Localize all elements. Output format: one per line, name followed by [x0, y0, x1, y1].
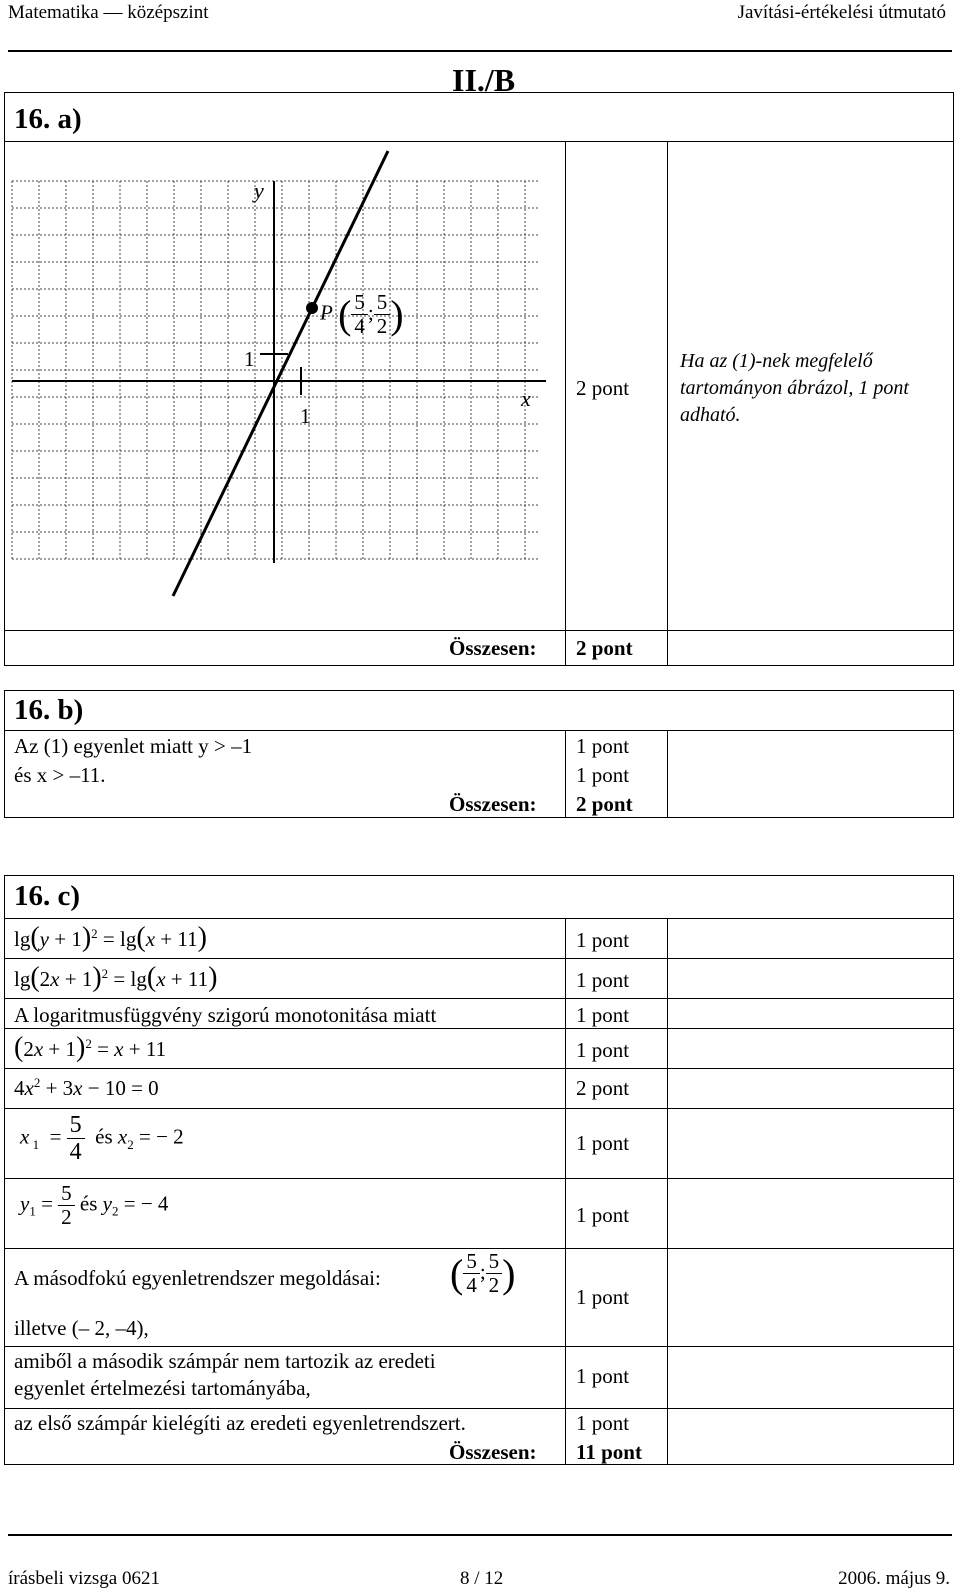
x-tick-label: 1 — [300, 404, 311, 428]
part-b-title-divider — [4, 730, 954, 731]
graph — [4, 141, 564, 630]
pts-row-5: 2 pont — [576, 1076, 630, 1100]
part-c-col-divider-2 — [667, 918, 668, 1465]
text-illetve: illetve (– 2, –4), — [14, 1316, 149, 1340]
row-sep — [4, 1178, 954, 1179]
pts-row-8: 1 pont — [576, 1285, 630, 1309]
row-sep — [4, 1068, 954, 1069]
footer-center: 8 / 12 — [460, 1568, 504, 1589]
pts-row-7: 1 pont — [576, 1203, 630, 1227]
pts-row-10: 1 pont — [576, 1411, 630, 1435]
eq-row-2: $\lg(2x + 1)^2 = \lg(x + 11)$ — [14, 962, 218, 993]
part-b-line2: és x > –11. — [14, 763, 106, 787]
x-axis-label: x — [521, 386, 531, 411]
header-left: Matematika — középszint — [8, 2, 209, 23]
section-title: II./B — [452, 62, 516, 98]
row-sep — [4, 1408, 954, 1409]
y-tick-label: 1 — [244, 347, 255, 371]
part-b-total-label: Összesen: — [449, 792, 537, 816]
pts-row-6: 1 pont — [576, 1131, 630, 1155]
footer-right: 2006. május 9. — [838, 1568, 950, 1589]
text-elso: az első számpár kielégíti az eredeti egyenletrendszert. — [14, 1411, 466, 1435]
text-amibol-2: egyenlet értelmezési tartományába, — [14, 1376, 311, 1400]
eq-row-5: $4x^2 + 3x - 10 = 0$ — [14, 1075, 159, 1100]
part-a-total-points: 2 pont — [576, 636, 633, 660]
row-sep — [4, 1248, 954, 1249]
part-b-label: 16. b) — [14, 694, 84, 726]
solution-pair: ( $\frac{5}{4}$ ; $\frac{5}{2}$ ) — [450, 1249, 516, 1298]
footer-left: írásbeli vizsga 0621 — [8, 1568, 160, 1589]
part-a-points: 2 pont — [576, 376, 630, 400]
eq-row-7: $y_1$ = $\frac{5}{2}$ és $y_2$ = − 4 — [20, 1181, 169, 1230]
part-b-col-divider-2 — [667, 730, 668, 818]
part-a-note: Ha az (1)-nek megfelelő tartományon ábrázol, 1 pont adható. — [680, 350, 909, 426]
part-a-col-divider-2 — [667, 141, 668, 666]
part-b-total-points: 2 pont — [576, 792, 633, 816]
header-right: Javítási-értékelési útmutató — [737, 2, 946, 23]
part-a-total-label: Összesen: — [449, 636, 537, 660]
part-a-label: 16. a) — [14, 103, 82, 135]
pts-row-3: 1 pont — [576, 1003, 630, 1027]
text-amibol-1: amiből a második számpár nem tartozik az eredeti — [14, 1349, 436, 1373]
text-megoldasai: A másodfokú egyenletrendszer megoldásai: — [14, 1266, 381, 1290]
part-c-col-divider-1 — [565, 918, 566, 1465]
row-sep — [4, 1028, 954, 1029]
eq-row-1: $\lg(y + 1)^2 = \lg(x + 11)$ — [14, 922, 207, 953]
pts-row-9: 1 pont — [576, 1364, 630, 1388]
part-c-title-divider — [4, 918, 954, 919]
pts-row-4: 1 pont — [576, 1038, 630, 1062]
part-b-col-divider-1 — [565, 730, 566, 818]
part-b-line1: Az (1) egyenlet miatt y > –1 — [14, 734, 253, 758]
row-sep — [4, 998, 954, 999]
row-sep — [4, 1346, 954, 1347]
row-sep — [4, 958, 954, 959]
y-axis-label: y — [254, 178, 264, 203]
eq-row-4: $(2x + 1)^2 = x + 11$ — [14, 1032, 167, 1063]
part-a-col-divider-1 — [565, 141, 566, 666]
row-sep — [4, 1108, 954, 1109]
part-a-total-divider — [4, 630, 954, 631]
eq-row-6: x $_1$ = $\frac{5}{4}$ és $x_2$ = − 2 — [20, 1112, 184, 1166]
text-monotonitas: A logaritmusfüggvény szigorú monotonitása miatt — [14, 1003, 437, 1027]
part-c-label: 16. c) — [14, 880, 81, 912]
point-p — [306, 302, 318, 314]
part-c-total-points: 11 pont — [576, 1440, 642, 1464]
footer-divider — [8, 1534, 952, 1536]
point-label: P ( $\frac{5}{4}$ ; $\frac{5}{2}$ ) — [320, 290, 404, 339]
part-c-total-label: Összesen: — [449, 1440, 537, 1464]
pts-row-1: 1 pont — [576, 928, 630, 952]
function-line — [173, 151, 388, 596]
header-divider — [8, 50, 952, 52]
part-b-pts1: 1 pont — [576, 734, 630, 758]
pts-row-2: 1 pont — [576, 968, 630, 992]
part-b-pts2: 1 pont — [576, 763, 630, 787]
